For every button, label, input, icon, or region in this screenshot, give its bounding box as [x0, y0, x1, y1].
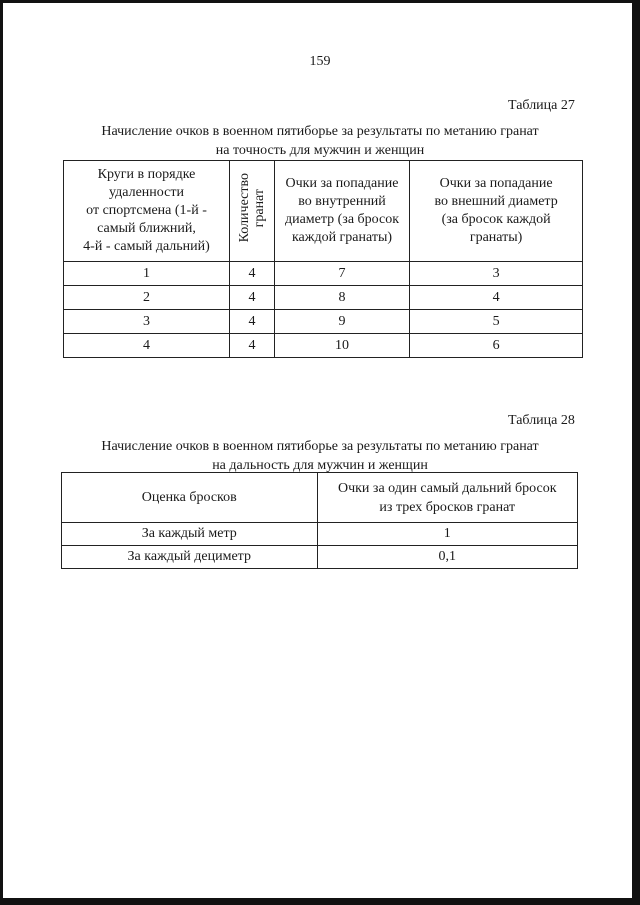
- table-27: [63, 160, 583, 358]
- table-cell: 8: [274, 286, 409, 310]
- table-27-caption: [40, 122, 600, 160]
- table-cell: 2: [64, 286, 230, 310]
- table-cell: 3: [410, 262, 583, 286]
- header-line: из трех бросков гранат: [379, 499, 516, 515]
- table-cell: 4: [410, 286, 583, 310]
- table-cell: 9: [274, 310, 409, 334]
- table-27-caption-line-2: на точность для мужчин и женщин: [215, 143, 425, 158]
- header-line: 4-й - самый дальний): [83, 239, 210, 254]
- table-cell: 0,1: [317, 546, 578, 569]
- header-line: самый ближний,: [97, 221, 196, 236]
- table-cell: 7: [274, 262, 409, 286]
- scan-edge-top: [0, 0, 640, 3]
- header-throw-evaluation: [62, 473, 318, 523]
- table-cell: 6: [410, 334, 583, 358]
- table-27-header-row: [64, 161, 583, 262]
- table-cell: 4: [230, 334, 275, 358]
- header-grenade-count-vertical-text: [237, 173, 267, 242]
- table-cell: 1: [64, 262, 230, 286]
- scan-edge-right: [632, 0, 640, 905]
- table-row: [64, 310, 583, 334]
- table-28-label: Таблица 28: [508, 413, 575, 428]
- header-line: гранаты): [469, 230, 523, 245]
- table-28-caption-line-2: на дальность для мужчин и женщин: [212, 458, 428, 473]
- header-line: (за бросок каждой: [441, 212, 551, 227]
- header-line: диаметр (за бросок: [284, 212, 400, 227]
- header-line: Количество: [236, 173, 252, 243]
- table-cell: 4: [64, 334, 230, 358]
- table-28-caption: [40, 437, 600, 475]
- table-28: [61, 472, 578, 569]
- header-line: удаленности: [109, 185, 184, 200]
- header-outer-diameter-points: [410, 161, 583, 262]
- header-line: гранат: [251, 188, 267, 228]
- table-cell: 1: [317, 523, 578, 546]
- table-cell: 4: [230, 262, 275, 286]
- header-longest-throw-points: [317, 473, 578, 523]
- table-cell: 4: [230, 310, 275, 334]
- scan-edge-bottom: [0, 898, 640, 905]
- header-line: Очки за попадание: [285, 176, 399, 191]
- table-row: [64, 286, 583, 310]
- table-28-caption-line-1: Начисление очков в военном пятиборье за результаты по метанию гранат: [101, 439, 539, 454]
- header-line: Очки за попадание: [439, 176, 553, 191]
- header-line: во внешний диаметр: [434, 194, 558, 209]
- table-28-header-row: [62, 473, 578, 523]
- table-row: [64, 334, 583, 358]
- header-line: от спортсмена (1-й -: [86, 203, 207, 218]
- table-27-caption-line-1: Начисление очков в военном пятиборье за результаты по метанию гранат: [101, 124, 539, 139]
- header-inner-diameter-points: [274, 161, 409, 262]
- table-cell: 3: [64, 310, 230, 334]
- table-cell: 10: [274, 334, 409, 358]
- header-line: Оценка бросков: [141, 490, 237, 505]
- header-line: Очки за один самый дальний бросок: [337, 480, 557, 496]
- scan-edge-left: [0, 0, 3, 905]
- table-27-label: Таблица 27: [508, 98, 575, 113]
- table-row: [62, 546, 578, 569]
- header-grenade-count: [230, 161, 275, 262]
- header-line: во внутренний: [298, 194, 386, 209]
- header-line: Круги в порядке: [97, 167, 196, 182]
- table-cell: 5: [410, 310, 583, 334]
- table-cell: 4: [230, 286, 275, 310]
- table-cell: За каждый метр: [62, 523, 318, 546]
- table-row: [62, 523, 578, 546]
- header-line: каждой гранаты): [291, 230, 393, 245]
- header-circles: [64, 161, 230, 262]
- page-number: 159: [309, 54, 331, 69]
- table-cell: За каждый дециметр: [62, 546, 318, 569]
- table-row: [64, 262, 583, 286]
